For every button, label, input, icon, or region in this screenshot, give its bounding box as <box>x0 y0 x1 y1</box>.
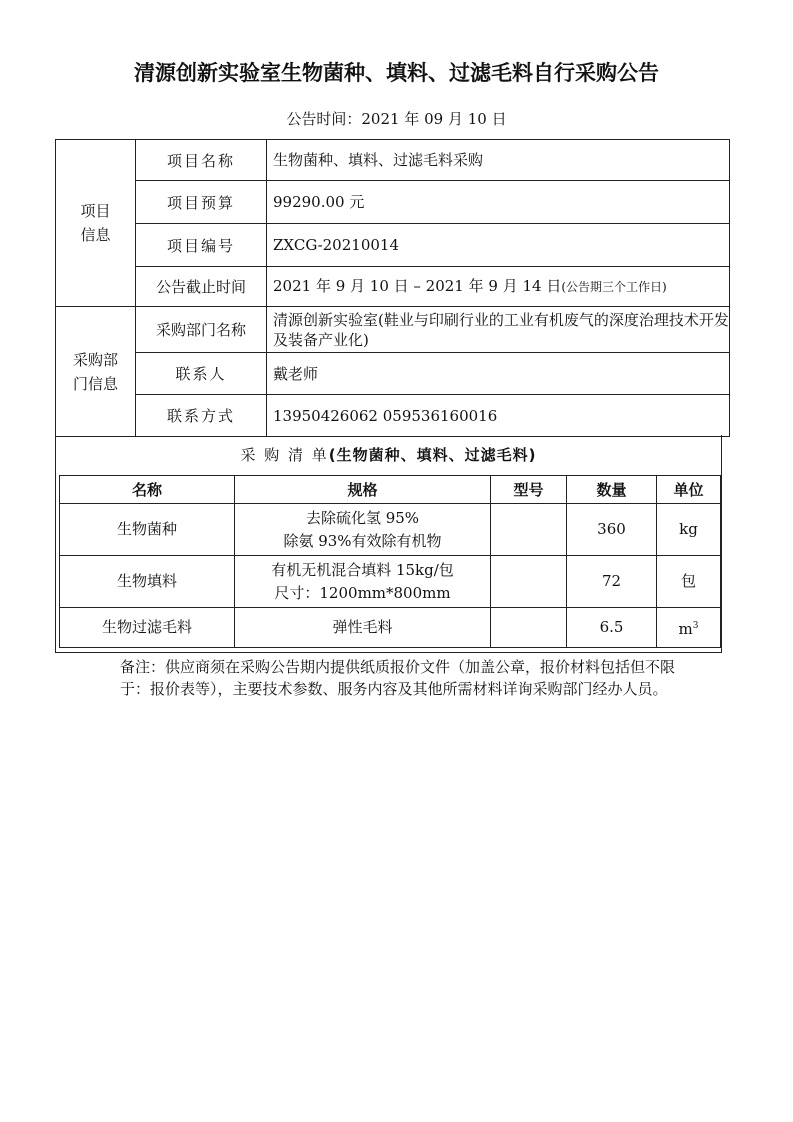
item-name: 生物菌种 <box>60 504 235 556</box>
item-qty: 6.5 <box>567 608 657 648</box>
page-title: 清源创新实验室生物菌种、填料、过滤毛料自行采购公告 <box>134 61 659 85</box>
item-qty: 72 <box>567 556 657 608</box>
footnote: 备注：供应商须在采购公告期内提供纸质报价文件（加盖公章，报价材料包括但不限于：报价表等），主要技术参数、服务内容及其他所需材料详询采购部门经办人员。 <box>120 658 676 698</box>
project-info-table <box>55 139 730 437</box>
item-spec: 弹性毛料 <box>235 608 491 648</box>
item-model <box>491 504 567 556</box>
item-spec: 去除硫化氢 95% 除氨 93%有效除有机物 <box>235 504 491 556</box>
item-model <box>491 608 567 648</box>
item-qty: 360 <box>567 504 657 556</box>
header-model: 型号 <box>491 476 567 504</box>
contact-person-value: 戴老师 <box>267 353 730 395</box>
dept-name-value: 清源创新实验室(鞋业与印刷行业的工业有机废气的深度治理技术开发及装备产业化) <box>267 307 730 353</box>
item-name: 生物填料 <box>60 556 235 608</box>
item-model <box>491 556 567 608</box>
item-unit: 包 <box>657 556 721 608</box>
purchase-list-section <box>55 435 722 653</box>
project-budget-label: 项目预算 <box>136 181 267 224</box>
project-info-group-label: 项目 信息 <box>56 140 136 307</box>
project-code-label: 项目编号 <box>136 224 267 267</box>
project-name-value: 生物菌种、填料、过滤毛料采购 <box>267 140 730 181</box>
deadline-label: 公告截止时间 <box>136 267 267 307</box>
table-row <box>60 608 721 648</box>
contact-phone-value: 13950426062 059536160016 <box>267 395 730 437</box>
dept-name-label: 采购部门名称 <box>136 307 267 353</box>
item-unit: $m^3$ <box>657 608 721 648</box>
contact-person-label: 联系人 <box>136 353 267 395</box>
project-code-value: ZXCG-20210014 <box>267 224 730 267</box>
table-row <box>60 556 721 608</box>
project-name-label: 项目名称 <box>136 140 267 181</box>
table-row <box>60 504 721 556</box>
header-spec: 规格 <box>235 476 491 504</box>
deadline-value: 2021 年 9 月 10 日 – 2021 年 9 月 14 日(公告期三个工作日) <box>267 267 730 307</box>
purchase-list-title: 采 购 清 单(生物菌种、填料、过滤毛料) <box>240 446 537 464</box>
contact-phone-label: 联系方式 <box>136 395 267 437</box>
item-spec: 有机无机混合填料 15kg/包 尺寸：1200mm*800mm <box>235 556 491 608</box>
deadline-note: (公告期三个工作日) <box>561 280 667 294</box>
purchase-items-table <box>59 475 721 648</box>
item-unit: kg <box>657 504 721 556</box>
dept-info-group-label: 采购部 门信息 <box>56 307 136 437</box>
item-name: 生物过滤毛料 <box>60 608 235 648</box>
header-qty: 数量 <box>567 476 657 504</box>
project-budget-value: 99290.00 元 <box>267 181 730 224</box>
header-name: 名称 <box>60 476 235 504</box>
header-unit: 单位 <box>657 476 721 504</box>
announce-date: 公告时间：2021 年 09 月 10 日 <box>286 110 507 128</box>
